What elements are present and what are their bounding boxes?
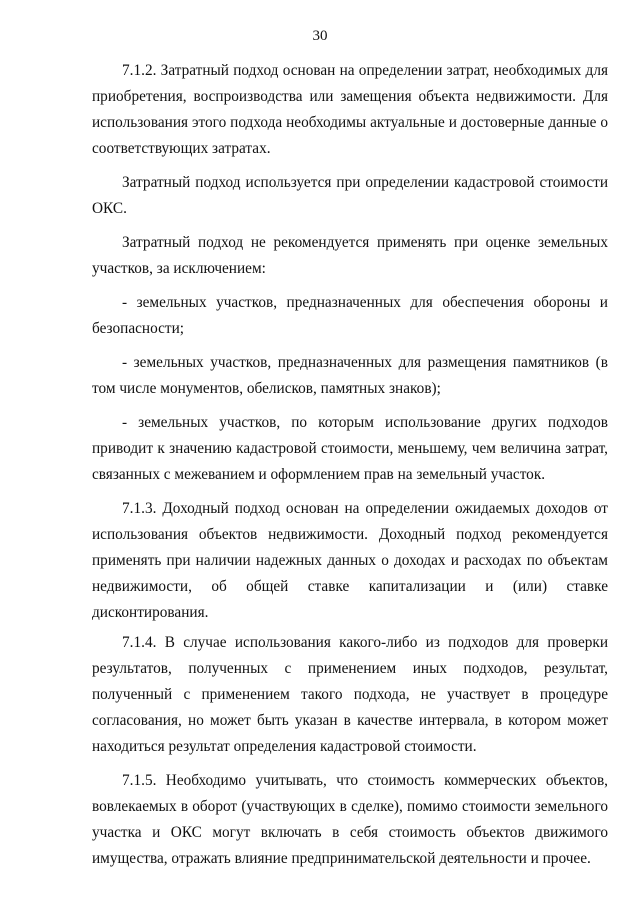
paragraph-cost-approach-usage: Затратный подход используется при определении кадастровой стоимости ОКС. bbox=[92, 174, 608, 217]
paragraph-7-1-2: 7.1.2. Затратный подход основан на определении затрат, необходимых для приобретения, воспроизводства или замещения объекта недвижимости. Для использования этого подхода необходимы актуальные и достоверные данные о соответствующих затратах. bbox=[92, 62, 608, 157]
list-item-monuments-land: - земельных участков, предназначенных для размещения памятников (в том числе монументов, обелисков, памятных знаков); bbox=[92, 354, 608, 397]
document-body bbox=[92, 58, 608, 872]
list-item-other-approaches-land: - земельных участков, по которым использование других подходов приводит к значению кадастровой стоимости, меньшему, чем величина затрат, связанных с межеванием и оформлением прав на земельный участок. bbox=[92, 414, 608, 483]
paragraph-cost-approach-exceptions: Затратный подход не рекомендуется применять при оценке земельных участков, за исключением: bbox=[92, 234, 608, 277]
paragraph-7-1-5: 7.1.5. Необходимо учитывать, что стоимость коммерческих объектов, вовлекаемых в оборот (участвующих в сделке), помимо стоимости земельного участка и ОКС могут включать в себя стоимость объектов движимого имущества, отражать влияние предпринимательской деятельности и прочее. bbox=[92, 772, 608, 867]
list-item-defense-land: - земельных участков, предназначенных для обеспечения обороны и безопасности; bbox=[92, 294, 608, 337]
paragraph-7-1-3-last-line: дисконтирования. bbox=[92, 604, 209, 621]
paragraph-7-1-4: 7.1.4. В случае использования какого-либо из подходов для проверки результатов, полученных с применением иных подходов, результат, полученный с применением такого подхода, не участвует в процедуре согласования, но может быть указан в качестве интервала, в котором может находиться результат определения кадастровой стоимости. bbox=[92, 634, 608, 755]
page-number: 30 bbox=[312, 28, 328, 44]
paragraph-7-1-3 bbox=[92, 496, 608, 626]
paragraph-7-1-3-text: 7.1.3. Доходный подход основан на определении ожидаемых доходов от использования объектов недвижимости. Доходный подход рекомендуется применять при наличии надежных данных о доходах и расходах по объектам недвижимости, об общей ставке капитализации и (или) ставке bbox=[92, 500, 608, 595]
